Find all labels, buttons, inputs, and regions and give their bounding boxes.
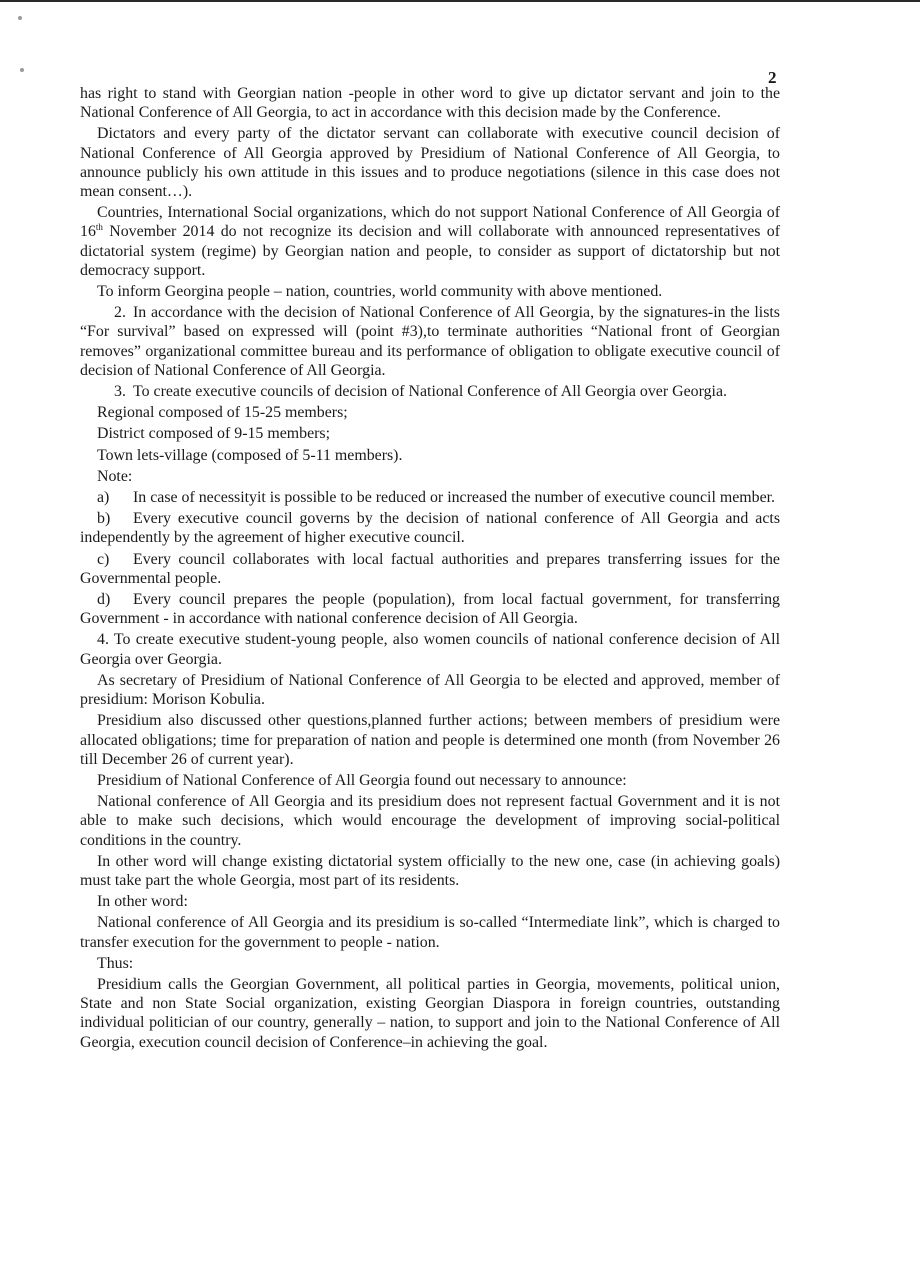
ordinal-suffix: th: [95, 222, 103, 233]
paragraph-text: November 2014 do not recognize its decision and will collaborate with announced representatives of dictatorial system (regime) by Georgian nation and people, to consider as support of dictatorship but not democracy support.: [80, 223, 780, 279]
item-text: Every council prepares the people (population), from local factual government, for transferring Government - in accordance with national conference decision of All Georgia.: [80, 591, 780, 628]
paragraph: In other word:: [97, 893, 188, 911]
item-text: Every executive council governs by the decision of national conference of All Georgia and acts independently by the agreement of higher executive council.: [80, 510, 780, 547]
note-heading: Note:: [97, 467, 133, 485]
numbered-item: [80, 382, 780, 401]
scan-speck: [18, 16, 22, 20]
scan-top-edge: [0, 0, 920, 2]
lettered-item: [80, 509, 780, 547]
paragraph: Town lets-village (composed of 5-11 members).: [97, 446, 403, 464]
paragraph-text: Countries, International Social organizations, which do not support National Conference of All Georgia of 16: [80, 204, 780, 241]
scan-speck: [20, 68, 24, 72]
item-letter: a): [97, 489, 110, 507]
item-letter: d): [97, 591, 111, 609]
item-text: In case of necessityit is possible to be reduced or increased the number of executive council member.: [133, 489, 776, 507]
item-text: Every council collaborates with local factual authorities and prepares transferring issues for the Governmental people.: [80, 550, 780, 587]
paragraph: [80, 203, 780, 280]
lettered-item: [80, 590, 780, 628]
paragraph: Thus:: [97, 954, 134, 972]
paragraph: Presidium calls the Georgian Government, all political parties in Georgia, movements, political union, State and non State Social organization, existing Georgian Diaspora in foreign countries, outstanding individual politician of our country, generally – nation, to support and join to the National Conference of All Georgia, execution council decision of Conference–in achieving the goal.: [80, 975, 780, 1051]
item-letter: c): [97, 550, 110, 568]
paragraph: National conference of All Georgia and its presidium is so-called “Intermediate link”, which is charged to transfer execution for the government to people - nation.: [80, 914, 780, 951]
item-text: In accordance with the decision of National Conference of All Georgia, by the signatures-in the lists “For survival” based on expressed will (point #3),to terminate authorities “National front of Georgian removes” organizational committee bureau and its performance of obligation to obligate executive council of decision of National Conference of All Georgia.: [80, 304, 780, 379]
paragraph: Dictators and every party of the dictator servant can collaborate with executive council decision of National Conference of All Georgia approved by Presidium of National Conference of All Georgia, to announce publicly his own attitude in this issues and to produce negotiations (silence in this case does not mean consent…).: [80, 125, 780, 201]
page-number: 2: [768, 68, 777, 87]
paragraph: Regional composed of 15-25 members;: [97, 404, 348, 422]
paragraph: Presidium of National Conference of All Georgia found out necessary to announce:: [97, 771, 627, 789]
paragraph: As secretary of Presidium of National Conference of All Georgia to be elected and approved, member of presidium: Morison Kobulia.: [80, 671, 780, 709]
lettered-item: [80, 550, 780, 588]
paragraph: 4. To create executive student-young people, also women councils of national conference decision of All Georgia over Georgia.: [80, 631, 780, 668]
item-number: 2.: [114, 304, 126, 322]
paragraph: In other word will change existing dictatorial system officially to the new one, case (in achieving goals) must take part the whole Georgia, most part of its residents.: [80, 852, 780, 889]
numbered-item: [80, 303, 780, 380]
paragraph: District composed of 9-15 members;: [97, 425, 331, 443]
paragraph: has right to stand with Georgian nation -people in other word to give up dictator servant and join to the National Conference of All Georgia, to act in accordance with this decision made by the Conference.: [80, 85, 780, 122]
lettered-item: [80, 488, 780, 507]
item-text: To create executive councils of decision of National Conference of All Georgia over Georgia.: [133, 383, 727, 401]
document-body: [80, 84, 780, 1054]
paragraph: National conference of All Georgia and its presidium does not represent factual Government and it is not able to make such decisions, which would encourage the development of improving social-political conditions in the country.: [80, 793, 780, 849]
item-number: 3.: [114, 383, 126, 401]
item-letter: b): [97, 510, 111, 528]
paragraph: To inform Georgina people – nation, countries, world community with above mentioned.: [97, 283, 663, 301]
paragraph: Presidium also discussed other questions,planned further actions; between members of presidium were allocated obligations; time for preparation of nation and people is determined one month (from November 26 till December 26 of current year).: [80, 712, 780, 768]
